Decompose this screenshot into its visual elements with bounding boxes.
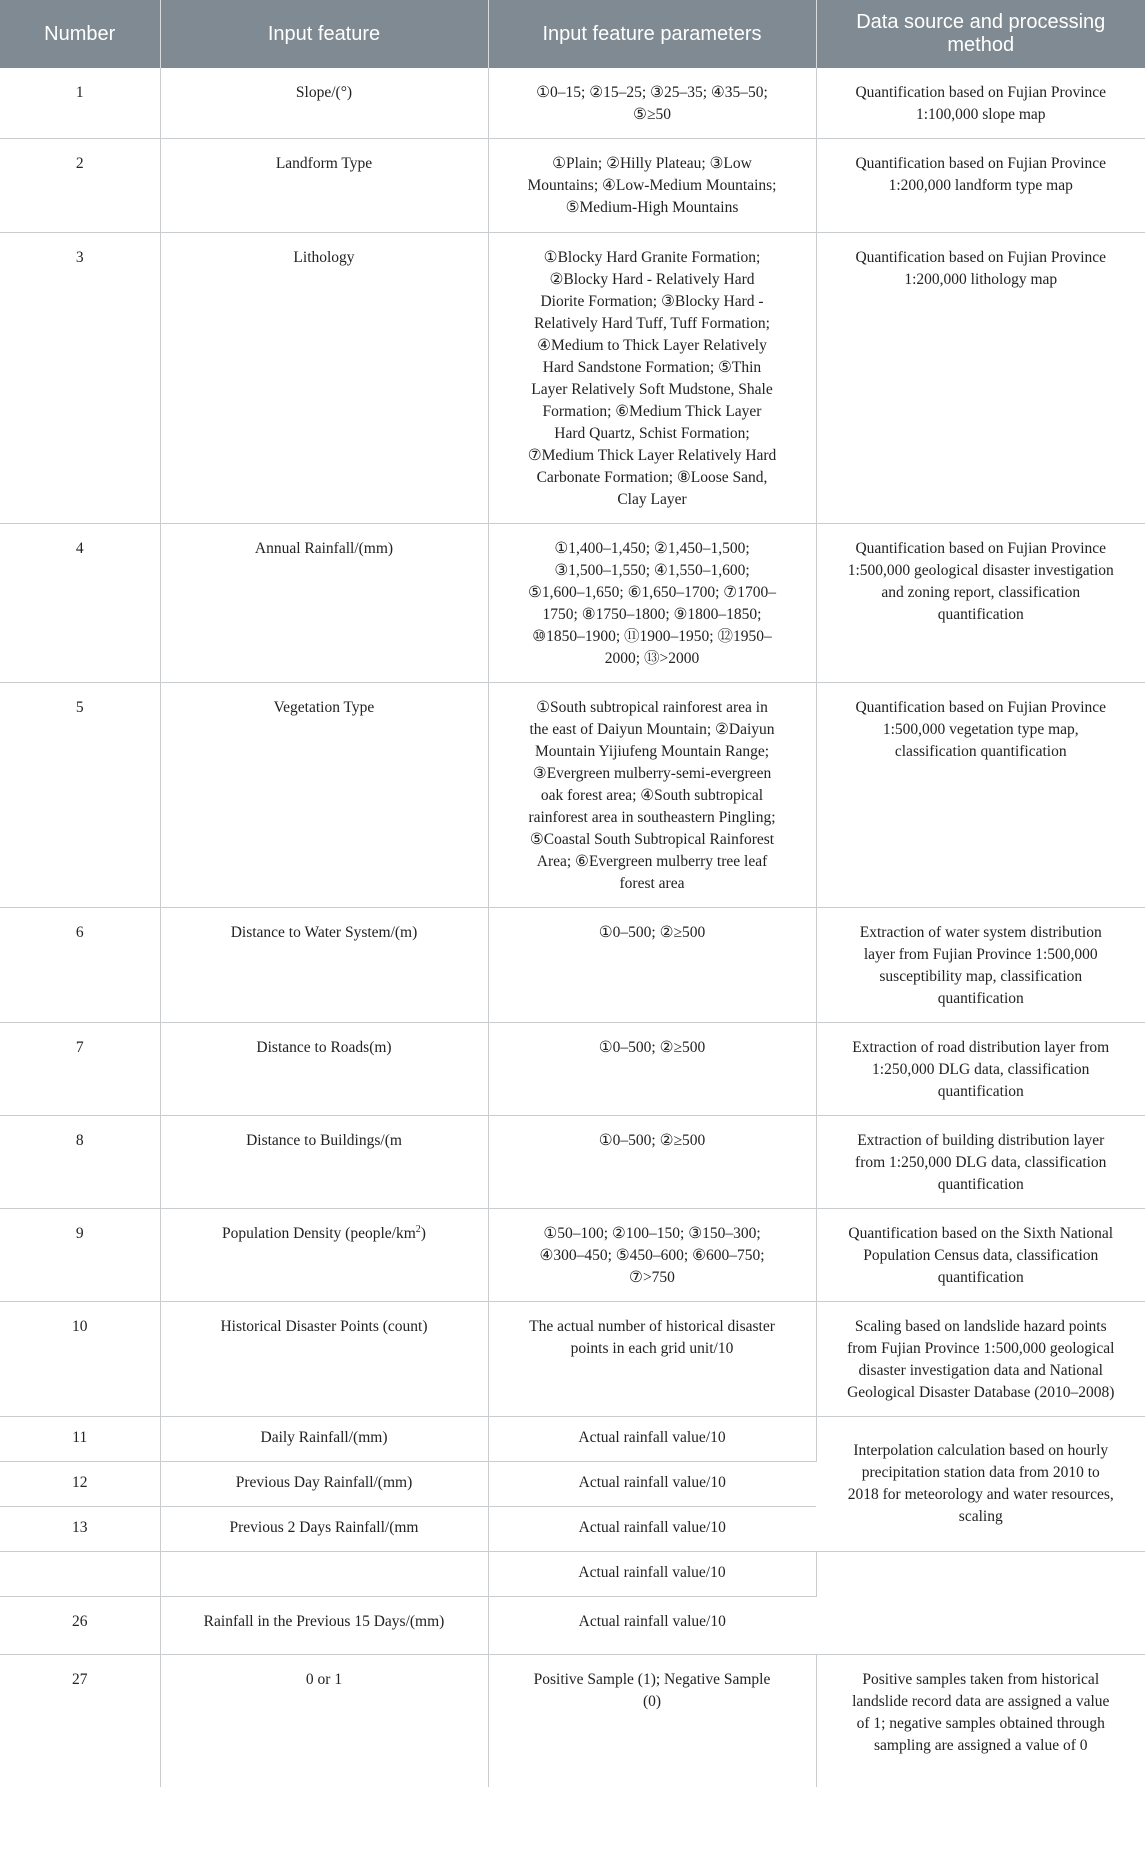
table-row [0, 139, 1145, 233]
cell-feature: Landform Type [160, 139, 488, 233]
cell-number: 6 [0, 908, 160, 1023]
cell-params: Actual rainfall value/10 [488, 1552, 816, 1597]
cell-number: 11 [0, 1417, 160, 1462]
cell-params: ①0–15; ②15–25; ③25–35; ④35–50; ⑤≥50 [488, 68, 816, 139]
cell-source: Positive samples taken from historical landslide record data are assigned a value of 1; negative samples obtained through sampling are assigned a value of 0 [852, 1671, 1110, 1754]
cell-params: Actual rainfall value/10 [488, 1507, 816, 1552]
cell-number [0, 1552, 160, 1597]
cell-source: Quantification based on Fujian Province 1:100,000 slope map [816, 68, 1145, 139]
cell-number: 5 [0, 683, 160, 908]
cell-source: Quantification based on Fujian Province 1:500,000 vegetation type map, classification quantification [816, 683, 1145, 908]
cell-params: ①50–100; ②100–150; ③150–300; ④300–450; ⑤450–600; ⑥600–750; ⑦>750 [488, 1209, 816, 1302]
header-row [0, 0, 1145, 68]
cell-feature [160, 1209, 488, 1302]
cell-number: 27 [0, 1655, 160, 1787]
cell-params: ①South subtropical rainforest area in the east of Daiyun Mountain; ②Daiyun Mountain Yijiufeng Mountain Range; ③Evergreen mulberry-semi-evergreen oak forest area; ④South subtropical rainforest area in southeastern Pingling; ⑤Coastal South Subtropical Rainforest Area; ⑥Evergreen mulberry tree leaf forest area [488, 683, 816, 908]
header-data-source: Data source and processing method [816, 0, 1145, 68]
cell-feature: Annual Rainfall/(mm) [160, 524, 488, 683]
table-row [0, 683, 1145, 908]
table-row [0, 1209, 1145, 1302]
cell-params: ①0–500; ②≥500 [488, 1023, 816, 1116]
cell-feature: Rainfall in the Previous 15 Days/(mm) [160, 1597, 488, 1655]
cell-params: Actual rainfall value/10 [488, 1462, 816, 1507]
cell-source: Extraction of building distribution layer from 1:250,000 DLG data, classification quantification [816, 1116, 1145, 1209]
table-row [0, 68, 1145, 139]
cell-params: Actual rainfall value/10 [488, 1597, 816, 1655]
cell-feature: Historical Disaster Points (count) [160, 1302, 488, 1417]
cell-feature: Previous Day Rainfall/(mm) [160, 1462, 488, 1507]
cell-feature [160, 1552, 488, 1597]
table-row [0, 1116, 1145, 1209]
cell-number: 3 [0, 233, 160, 524]
cell-number: 4 [0, 524, 160, 683]
cell-number: 26 [0, 1597, 160, 1655]
population-density-label: Population Density (people/km [222, 1225, 416, 1242]
cell-feature: Distance to Roads(m) [160, 1023, 488, 1116]
cell-source: Quantification based on the Sixth National Population Census data, classification quantification [816, 1209, 1145, 1302]
cell-feature: Distance to Water System/(m) [160, 908, 488, 1023]
table-row [0, 233, 1145, 524]
cell-number: 8 [0, 1116, 160, 1209]
cell-source-empty [816, 1552, 1145, 1655]
cell-number: 10 [0, 1302, 160, 1417]
cell-feature: Lithology [160, 233, 488, 524]
cell-feature: Slope/(°) [160, 68, 488, 139]
cell-source: Scaling based on landslide hazard points from Fujian Province 1:500,000 geological disaster investigation data and National Geological Disaster Database (2010–2008) [816, 1302, 1145, 1417]
cell-number: 7 [0, 1023, 160, 1116]
table-row [0, 1417, 1145, 1462]
cell-params: Positive Sample (1); Negative Sample (0) [488, 1655, 816, 1787]
cell-params: Actual rainfall value/10 [488, 1417, 816, 1462]
cell-number: 9 [0, 1209, 160, 1302]
cell-number: 1 [0, 68, 160, 139]
cell-params: ①Blocky Hard Granite Formation; ②Blocky Hard - Relatively Hard Diorite Formation; ③Blocky Hard - Relatively Hard Tuff, Tuff Formation; ④Medium to Thick Layer Relatively Hard Sandstone Formation; ⑤Thin Layer Relatively Soft Mudstone, Shale Formation; ⑥Medium Thick Layer Hard Quartz, Schist Formation; ⑦Medium Thick Layer Relatively Hard Carbonate Formation; ⑧Loose Sand, Clay Layer [488, 233, 816, 524]
cell-feature: Vegetation Type [160, 683, 488, 908]
cell-source: Extraction of water system distribution layer from Fujian Province 1:500,000 susceptibility map, classification quantification [816, 908, 1145, 1023]
cell-params: The actual number of historical disaster points in each grid unit/10 [488, 1302, 816, 1417]
cell-number: 13 [0, 1507, 160, 1552]
table-row [0, 1655, 1145, 1787]
closing-paren: ) [420, 1225, 426, 1242]
cell-source: Extraction of road distribution layer from 1:250,000 DLG data, classification quantification [816, 1023, 1145, 1116]
table-body [0, 68, 1145, 1787]
cell-feature: Daily Rainfall/(mm) [160, 1417, 488, 1462]
cell-feature: 0 or 1 [160, 1655, 488, 1787]
table-header [0, 0, 1145, 68]
table-row [0, 908, 1145, 1023]
cell-feature: Distance to Buildings/(m [160, 1116, 488, 1209]
cell-params: ①Plain; ②Hilly Plateau; ③Low Mountains; ④Low-Medium Mountains; ⑤Medium-High Mountains [488, 139, 816, 233]
cell-number: 2 [0, 139, 160, 233]
cell-source-rainfall-group: Interpolation calculation based on hourly precipitation station data from 2010 to 2018 for meteorology and water resources, scaling [816, 1417, 1145, 1552]
cell-feature: Previous 2 Days Rainfall/(mm [160, 1507, 488, 1552]
cell-params: ①0–500; ②≥500 [488, 1116, 816, 1209]
table-row [0, 1023, 1145, 1116]
table-row [0, 1302, 1145, 1417]
header-number: Number [0, 0, 160, 68]
table-row [0, 1552, 1145, 1597]
superscript-2: 2 [415, 1223, 421, 1235]
cell-params: ①1,400–1,450; ②1,450–1,500; ③1,500–1,550; ④1,550–1,600; ⑤1,600–1,650; ⑥1,650–1700; ⑦1700–1750; ⑧1750–1800; ⑨1800–1850; ⑩1850–1900; ⑪1900–1950; ⑫1950–2000; ⑬>2000 [488, 524, 816, 683]
cell-source: Quantification based on Fujian Province 1:200,000 lithology map [816, 233, 1145, 524]
table-row [0, 524, 1145, 683]
cell-number: 12 [0, 1462, 160, 1507]
header-input-feature-parameters: Input feature parameters [488, 0, 816, 68]
cell-source: Quantification based on Fujian Province 1:200,000 landform type map [816, 139, 1145, 233]
cell-source: Quantification based on Fujian Province 1:500,000 geological disaster investigation and zoning report, classification quantification [816, 524, 1145, 683]
cell-params: ①0–500; ②≥500 [488, 908, 816, 1023]
header-input-feature: Input feature [160, 0, 488, 68]
